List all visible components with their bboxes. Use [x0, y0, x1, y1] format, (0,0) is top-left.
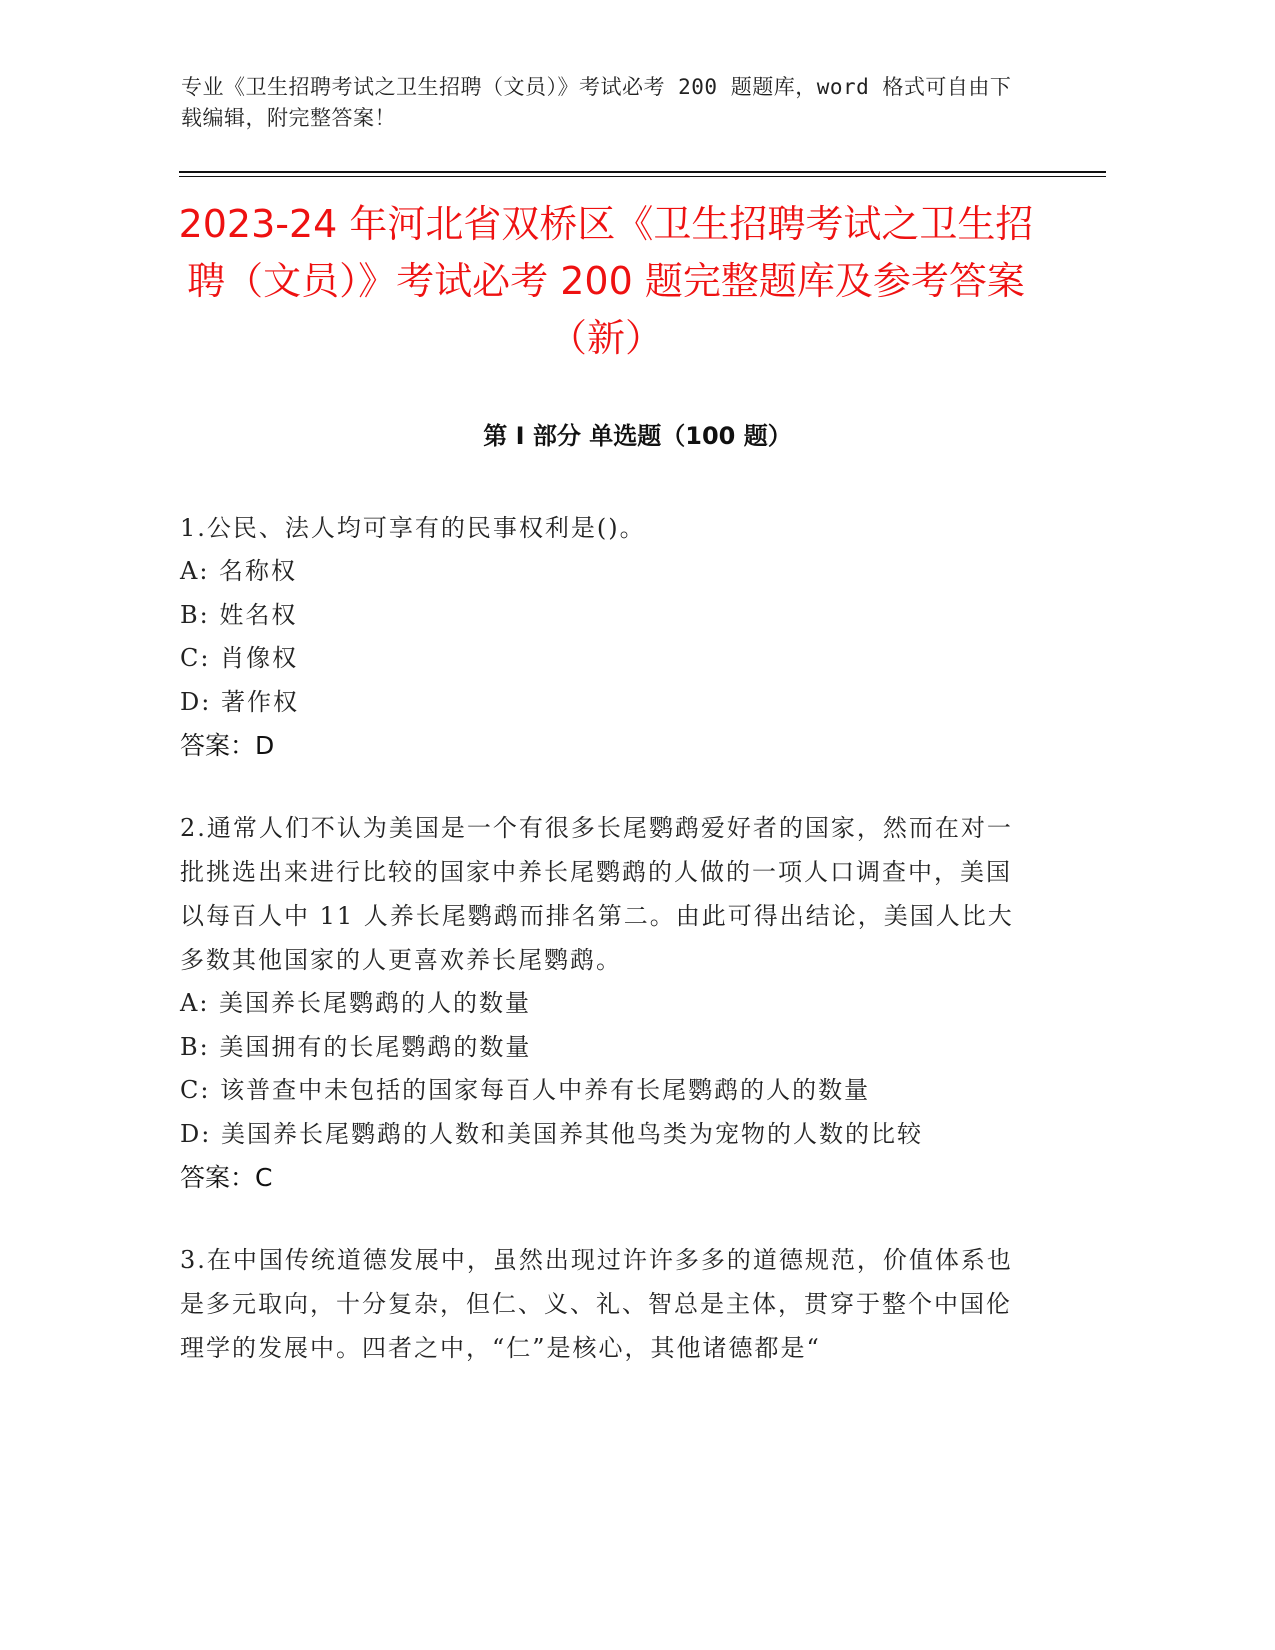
question-2: [180, 806, 1020, 1200]
header-divider-thick: [179, 171, 1106, 173]
header-divider-thin: [179, 176, 1106, 177]
question-1: [180, 506, 1020, 768]
option-b: B: 姓名权: [180, 600, 298, 629]
question-stem: 3.在中国传统道德发展中，虽然出现过许许多多的道德规范，价值体系也是多元取向，十分复杂，但仁、义、礼、智总是主体，贯穿于整个中国伦理学的发展中。四者之中，“仁”是核心，其他诸德都是“: [180, 1246, 1013, 1362]
question-list: [180, 506, 1020, 1408]
option-d: D: 美国养长尾鹦鹉的人数和美国养其他鸟类为宠物的人数的比较: [180, 1119, 923, 1148]
answer: 答案：C: [180, 1163, 273, 1192]
option-a: A: 美国养长尾鹦鹉的人的数量: [180, 989, 532, 1017]
document-title: 2023-24 年河北省双桥区《卫生招聘考试之卫生招聘（文员）》考试必考 200 题完整题库及参考答案（新）: [178, 202, 1034, 360]
question-3: [180, 1238, 1020, 1370]
answer: 答案：D: [180, 731, 275, 760]
option-d: D: 著作权: [180, 687, 299, 716]
header-note: 专业《卫生招聘考试之卫生招聘（文员）》考试必考 200 题题库，word 格式可自由下载编辑，附完整答案！: [181, 75, 1012, 130]
section-title: 第 I 部分 单选题（100 题）: [483, 422, 792, 450]
option-a: A: 名称权: [180, 557, 298, 585]
option-b: B: 美国拥有的长尾鹦鹉的数量: [180, 1032, 532, 1061]
option-c: C: 该普查中未包括的国家每百人中养有长尾鹦鹉的人的数量: [180, 1076, 871, 1104]
option-c: C: 肖像权: [180, 644, 299, 672]
question-stem: 2.通常人们不认为美国是一个有很多长尾鹦鹉爱好者的国家，然而在对一批挑选出来进行比较的国家中养长尾鹦鹉的人做的一项人口调查中，美国以每百人中 11 人养长尾鹦鹉而排名第二。由此可得出结论，美国人比大多数其他国家的人更喜欢养长尾鹦鹉。: [180, 814, 1014, 974]
question-stem: 1.公民、法人均可享有的民事权利是()。: [180, 514, 646, 542]
